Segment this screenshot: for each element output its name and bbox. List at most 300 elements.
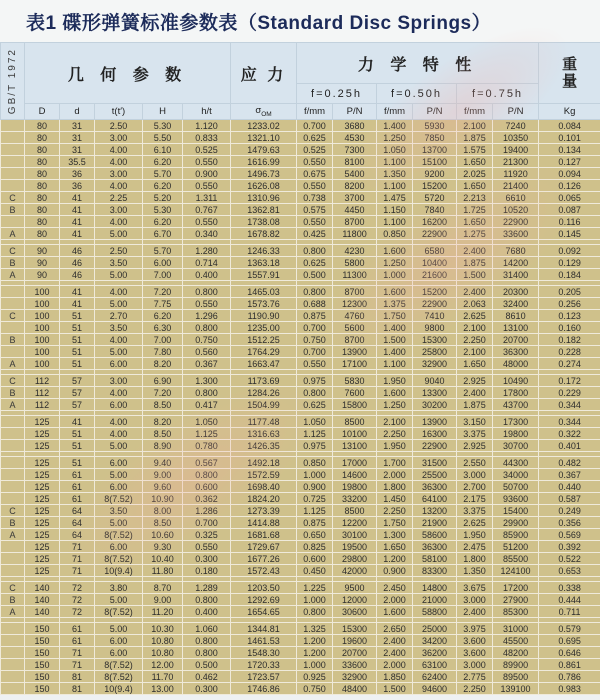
value-cell: 2.213 — [457, 192, 493, 204]
value-cell: 100 — [25, 286, 60, 298]
value-cell: 0.800 — [183, 322, 231, 334]
value-cell: 1461.53 — [231, 635, 297, 647]
value-cell: 1.350 — [377, 168, 413, 180]
value-cell: 0.695 — [539, 635, 600, 647]
value-cell: 7410 — [413, 310, 457, 322]
value-cell: 5.00 — [95, 298, 143, 310]
value-cell: 25000 — [413, 623, 457, 635]
value-cell: 1572.59 — [231, 469, 297, 481]
value-cell: 3.600 — [457, 647, 493, 659]
value-cell: 1.950 — [377, 440, 413, 452]
value-cell: 13300 — [413, 387, 457, 399]
value-cell: 90 — [25, 257, 60, 269]
value-cell: 30700 — [493, 440, 539, 452]
value-cell: 1677.26 — [231, 553, 297, 565]
value-cell: 0.205 — [539, 286, 600, 298]
value-cell: 2.50 — [95, 245, 143, 257]
value-cell: 1698.40 — [231, 481, 297, 493]
value-cell: 125 — [25, 416, 60, 428]
value-cell: 1.000 — [297, 469, 333, 481]
value-cell: 33600 — [333, 659, 377, 671]
value-cell: 0.800 — [183, 469, 231, 481]
series-label-cell — [1, 144, 25, 156]
value-cell: 6580 — [413, 245, 457, 257]
value-cell: 13.00 — [143, 683, 183, 695]
value-cell: 1426.35 — [231, 440, 297, 452]
value-cell: 1681.68 — [231, 529, 297, 541]
table-row — [1, 286, 600, 298]
value-cell: 3.80 — [95, 582, 143, 594]
value-cell: 34000 — [493, 469, 539, 481]
value-cell: 1.500 — [457, 269, 493, 281]
value-cell: 1.300 — [377, 529, 413, 541]
value-cell: 21400 — [493, 180, 539, 192]
value-cell: 2.175 — [457, 493, 493, 505]
value-cell: 20700 — [333, 647, 377, 659]
value-cell: 41 — [60, 192, 95, 204]
value-cell: 36300 — [413, 541, 457, 553]
table-row — [1, 659, 600, 671]
value-cell: 13900 — [333, 346, 377, 358]
value-cell: 19800 — [333, 481, 377, 493]
value-cell: 3680 — [333, 120, 377, 132]
value-cell: 0.367 — [183, 358, 231, 370]
value-cell: 8.70 — [143, 582, 183, 594]
value-cell: 51 — [60, 440, 95, 452]
value-cell: 0.711 — [539, 606, 600, 618]
table-row — [1, 156, 600, 168]
value-cell: 5.00 — [95, 623, 143, 635]
value-cell: 0.450 — [297, 565, 333, 577]
value-cell: 8.90 — [143, 440, 183, 452]
table-row — [1, 120, 600, 132]
value-cell: 83300 — [413, 565, 457, 577]
value-cell: 0.550 — [183, 180, 231, 192]
value-cell: 1362.81 — [231, 204, 297, 216]
value-cell: 0.688 — [297, 298, 333, 310]
value-cell: 7.75 — [143, 298, 183, 310]
value-cell: 10400 — [413, 257, 457, 269]
value-cell: 0.160 — [539, 322, 600, 334]
value-cell: 12.00 — [143, 659, 183, 671]
value-cell: 6.20 — [143, 310, 183, 322]
group-header-mechanical: 力 学 特 性 — [297, 43, 539, 84]
value-cell: 22900 — [493, 216, 539, 228]
value-cell: 1.100 — [377, 358, 413, 370]
value-cell: 2.400 — [377, 635, 413, 647]
value-cell: 15100 — [413, 156, 457, 168]
value-cell: 3.00 — [95, 204, 143, 216]
value-cell: 1.280 — [183, 245, 231, 257]
value-cell: 8500 — [333, 505, 377, 517]
value-cell: 150 — [25, 623, 60, 635]
value-cell: 2.650 — [377, 623, 413, 635]
value-cell: 0.653 — [539, 565, 600, 577]
value-cell: 1.250 — [377, 399, 413, 411]
value-cell: 3.000 — [457, 469, 493, 481]
series-label-cell: C — [1, 192, 25, 204]
table-row — [1, 144, 600, 156]
table-row — [1, 245, 600, 257]
value-cell: 44300 — [493, 457, 539, 469]
value-cell: 1.600 — [377, 245, 413, 257]
value-cell: 45500 — [493, 635, 539, 647]
value-cell: 0.500 — [297, 269, 333, 281]
value-cell: 0.182 — [539, 334, 600, 346]
value-cell: 3.000 — [457, 659, 493, 671]
value-cell: 0.550 — [183, 216, 231, 228]
value-cell: 125 — [25, 529, 60, 541]
value-cell: 10.30 — [143, 623, 183, 635]
value-cell: 1.120 — [183, 120, 231, 132]
value-cell: 0.362 — [183, 493, 231, 505]
value-cell: 6.00 — [95, 457, 143, 469]
value-cell: 1663.47 — [231, 358, 297, 370]
value-cell: 124100 — [493, 565, 539, 577]
value-cell: 5.00 — [95, 469, 143, 481]
value-cell: 63100 — [413, 659, 457, 671]
value-cell: 2.625 — [457, 517, 493, 529]
value-cell: 3.600 — [457, 635, 493, 647]
value-cell: 0.875 — [297, 310, 333, 322]
value-cell: 0.401 — [539, 440, 600, 452]
value-cell: 80 — [25, 228, 60, 240]
value-cell: 21300 — [493, 156, 539, 168]
value-cell: 9200 — [413, 168, 457, 180]
value-cell: 51 — [60, 322, 95, 334]
value-cell: 0.228 — [539, 346, 600, 358]
value-cell: 8700 — [333, 286, 377, 298]
value-cell: 30200 — [413, 399, 457, 411]
series-label-cell: C — [1, 582, 25, 594]
value-cell: 1.800 — [457, 553, 493, 565]
value-cell: 2.25 — [95, 192, 143, 204]
value-cell: 81 — [60, 683, 95, 695]
series-label-cell — [1, 481, 25, 493]
table-row — [1, 517, 600, 529]
value-cell: 17000 — [333, 457, 377, 469]
value-cell: 31 — [60, 132, 95, 144]
value-cell: 11800 — [333, 228, 377, 240]
value-cell: 0.587 — [539, 493, 600, 505]
series-label-cell: A — [1, 606, 25, 618]
value-cell: 13100 — [333, 440, 377, 452]
value-cell: 0.550 — [297, 216, 333, 228]
value-cell: 6.00 — [95, 358, 143, 370]
table-row — [1, 565, 600, 577]
table-row — [1, 204, 600, 216]
value-cell: 10.60 — [143, 529, 183, 541]
value-cell: 12300 — [333, 298, 377, 310]
value-cell: 89500 — [493, 671, 539, 683]
value-cell: 1479.63 — [231, 144, 297, 156]
value-cell: 5.00 — [95, 440, 143, 452]
value-cell: 5830 — [333, 375, 377, 387]
value-cell: 1.289 — [183, 582, 231, 594]
value-cell: 0.101 — [539, 132, 600, 144]
table-row — [1, 346, 600, 358]
value-cell: 8(7.52) — [95, 553, 143, 565]
series-label-cell — [1, 322, 25, 334]
value-cell: 0.675 — [297, 168, 333, 180]
table-row — [1, 168, 600, 180]
value-cell: 1.875 — [457, 132, 493, 144]
value-cell: 7680 — [493, 245, 539, 257]
value-cell: 4.00 — [95, 416, 143, 428]
series-label-cell: A — [1, 228, 25, 240]
series-label-cell — [1, 428, 25, 440]
series-label-cell — [1, 671, 25, 683]
value-cell: 1.250 — [377, 257, 413, 269]
value-cell: 0.750 — [297, 683, 333, 695]
table-row — [1, 257, 600, 269]
value-cell: 1.060 — [183, 623, 231, 635]
value-cell: 7240 — [493, 120, 539, 132]
value-cell: 1.125 — [297, 505, 333, 517]
value-cell: 0.600 — [297, 553, 333, 565]
table-row — [1, 375, 600, 387]
table-row — [1, 582, 600, 594]
value-cell: 1465.03 — [231, 286, 297, 298]
value-cell: 33600 — [493, 228, 539, 240]
weight-char-1: 重 — [562, 56, 578, 73]
value-cell: 0.550 — [183, 156, 231, 168]
value-cell: 80 — [25, 120, 60, 132]
value-cell: 100 — [25, 346, 60, 358]
table-row — [1, 216, 600, 228]
value-cell: 80 — [25, 180, 60, 192]
value-cell: 1.200 — [377, 553, 413, 565]
value-cell: 8(7.52) — [95, 659, 143, 671]
value-cell: 1.100 — [377, 180, 413, 192]
value-cell: 42000 — [333, 565, 377, 577]
value-cell: 11.20 — [143, 606, 183, 618]
value-cell: 31 — [60, 144, 95, 156]
value-cell: 7850 — [413, 132, 457, 144]
value-cell: 3.150 — [457, 416, 493, 428]
value-cell: 1.000 — [297, 594, 333, 606]
value-cell: 8(7.52) — [95, 606, 143, 618]
value-cell: 2.100 — [457, 120, 493, 132]
value-cell: 61 — [60, 493, 95, 505]
value-cell: 1.000 — [377, 269, 413, 281]
series-label-cell: A — [1, 529, 25, 541]
value-cell: 1548.30 — [231, 647, 297, 659]
value-cell: 2.400 — [457, 245, 493, 257]
value-cell: 1203.50 — [231, 582, 297, 594]
value-cell: 2.925 — [457, 440, 493, 452]
value-cell: 1414.88 — [231, 517, 297, 529]
value-cell: 8.50 — [143, 517, 183, 529]
value-cell: 1738.08 — [231, 216, 297, 228]
value-cell: 4.00 — [95, 216, 143, 228]
value-cell: 0.400 — [183, 269, 231, 281]
value-cell: 27900 — [493, 594, 539, 606]
col-fmm-050: f/mm — [377, 104, 413, 120]
value-cell: 80 — [25, 204, 60, 216]
value-cell: 31500 — [413, 457, 457, 469]
value-cell: 11.70 — [143, 671, 183, 683]
value-cell: 0.400 — [183, 606, 231, 618]
value-cell: 100 — [25, 322, 60, 334]
value-cell: 1.325 — [297, 623, 333, 635]
value-cell: 0.322 — [539, 428, 600, 440]
value-cell: 1.100 — [377, 156, 413, 168]
value-cell: 1.725 — [457, 204, 493, 216]
value-cell: 1729.67 — [231, 541, 297, 553]
value-cell: 89900 — [493, 659, 539, 671]
value-cell: 1512.25 — [231, 334, 297, 346]
value-cell: 41 — [60, 228, 95, 240]
value-cell: 43700 — [493, 399, 539, 411]
value-cell: 1.475 — [377, 192, 413, 204]
value-cell: 112 — [25, 399, 60, 411]
value-cell: 0.123 — [539, 310, 600, 322]
value-cell: 4530 — [333, 132, 377, 144]
value-cell: 19400 — [493, 144, 539, 156]
value-cell: 0.482 — [539, 457, 600, 469]
value-cell: 0.356 — [539, 517, 600, 529]
value-cell: 5600 — [333, 322, 377, 334]
value-cell: 1.500 — [377, 334, 413, 346]
value-cell: 0.700 — [297, 120, 333, 132]
value-cell: 48400 — [333, 683, 377, 695]
table-row — [1, 416, 600, 428]
table-row — [1, 623, 600, 635]
value-cell: 1.575 — [457, 144, 493, 156]
table-body — [1, 120, 600, 695]
value-cell: 85900 — [493, 529, 539, 541]
value-cell: 0.180 — [183, 565, 231, 577]
value-cell: 5.00 — [95, 594, 143, 606]
page-title: 表1 碟形弹簧标准参数表（Standard Disc Springs） — [26, 12, 492, 34]
series-label-cell: C — [1, 245, 25, 257]
value-cell: 140 — [25, 594, 60, 606]
value-cell: 125 — [25, 541, 60, 553]
value-cell: 2.400 — [377, 647, 413, 659]
value-cell: 1.600 — [377, 606, 413, 618]
value-cell: 2.550 — [457, 457, 493, 469]
table-row — [1, 683, 600, 695]
series-label-cell — [1, 647, 25, 659]
value-cell: 80 — [25, 168, 60, 180]
value-cell: 1.650 — [457, 180, 493, 192]
value-cell: 0.800 — [297, 286, 333, 298]
value-cell: 1573.76 — [231, 298, 297, 310]
series-label-cell: B — [1, 257, 25, 269]
value-cell: 1572.43 — [231, 565, 297, 577]
value-cell: 0.800 — [183, 286, 231, 298]
value-cell: 0.579 — [539, 623, 600, 635]
value-cell: 36 — [60, 168, 95, 180]
value-cell: 1.650 — [457, 216, 493, 228]
table-row — [1, 647, 600, 659]
value-cell: 61 — [60, 635, 95, 647]
value-cell: 36300 — [413, 481, 457, 493]
value-cell: 0.560 — [183, 346, 231, 358]
value-cell: 0.338 — [539, 582, 600, 594]
value-cell: 6.20 — [143, 216, 183, 228]
group-header-weight — [539, 43, 600, 104]
value-cell: 100 — [25, 334, 60, 346]
series-label-cell — [1, 132, 25, 144]
value-cell: 9500 — [333, 582, 377, 594]
value-cell: 9.30 — [143, 541, 183, 553]
value-cell: 1.296 — [183, 310, 231, 322]
table-row — [1, 334, 600, 346]
value-cell: 8.50 — [143, 428, 183, 440]
group-header-geometry: 几 何 参 数 — [25, 43, 231, 104]
value-cell: 0.800 — [183, 387, 231, 399]
table-row — [1, 481, 600, 493]
value-cell: 0.569 — [539, 529, 600, 541]
series-label-cell — [1, 346, 25, 358]
value-cell: 0.800 — [183, 594, 231, 606]
value-cell: 7.00 — [143, 269, 183, 281]
value-cell: 6.00 — [143, 257, 183, 269]
value-cell: 51 — [60, 334, 95, 346]
value-cell: 80 — [25, 144, 60, 156]
value-cell: 1.950 — [377, 375, 413, 387]
value-cell: 19800 — [493, 428, 539, 440]
value-cell: 125 — [25, 469, 60, 481]
value-cell: 150 — [25, 659, 60, 671]
value-cell: 16300 — [413, 428, 457, 440]
table-row — [1, 505, 600, 517]
value-cell: 80 — [25, 156, 60, 168]
value-cell: 4.00 — [95, 144, 143, 156]
value-cell: 8700 — [333, 216, 377, 228]
value-cell: 19500 — [333, 541, 377, 553]
value-cell: 51 — [60, 457, 95, 469]
value-cell: 0.738 — [297, 192, 333, 204]
value-cell: 0.625 — [297, 399, 333, 411]
value-cell: 22900 — [413, 298, 457, 310]
value-cell: 4.00 — [95, 334, 143, 346]
value-cell: 0.129 — [539, 257, 600, 269]
col-H: H — [143, 104, 183, 120]
value-cell: 2.400 — [457, 606, 493, 618]
value-cell: 51 — [60, 358, 95, 370]
value-cell: 5930 — [413, 120, 457, 132]
value-cell: 34200 — [413, 635, 457, 647]
value-cell: 150 — [25, 647, 60, 659]
value-cell: 1.700 — [377, 457, 413, 469]
table-row — [1, 387, 600, 399]
value-cell: 0.725 — [297, 493, 333, 505]
value-cell: 0.172 — [539, 375, 600, 387]
value-cell: 72 — [60, 606, 95, 618]
value-cell: 140 — [25, 582, 60, 594]
table-row — [1, 594, 600, 606]
value-cell: 0.575 — [297, 204, 333, 216]
table-row — [1, 553, 600, 565]
weight-char-2: 量 — [562, 73, 578, 90]
value-cell: 1557.91 — [231, 269, 297, 281]
value-cell: 2.450 — [377, 582, 413, 594]
value-cell: 1.750 — [377, 517, 413, 529]
value-cell: 8.20 — [143, 416, 183, 428]
value-cell: 5.00 — [95, 228, 143, 240]
value-cell: 29900 — [493, 517, 539, 529]
value-cell: 3.375 — [457, 505, 493, 517]
col-ht: h/t — [183, 104, 231, 120]
value-cell: 1.350 — [457, 565, 493, 577]
value-cell: 7300 — [333, 144, 377, 156]
value-cell: 1246.33 — [231, 245, 297, 257]
value-cell: 3.675 — [457, 582, 493, 594]
value-cell: 6.70 — [143, 228, 183, 240]
